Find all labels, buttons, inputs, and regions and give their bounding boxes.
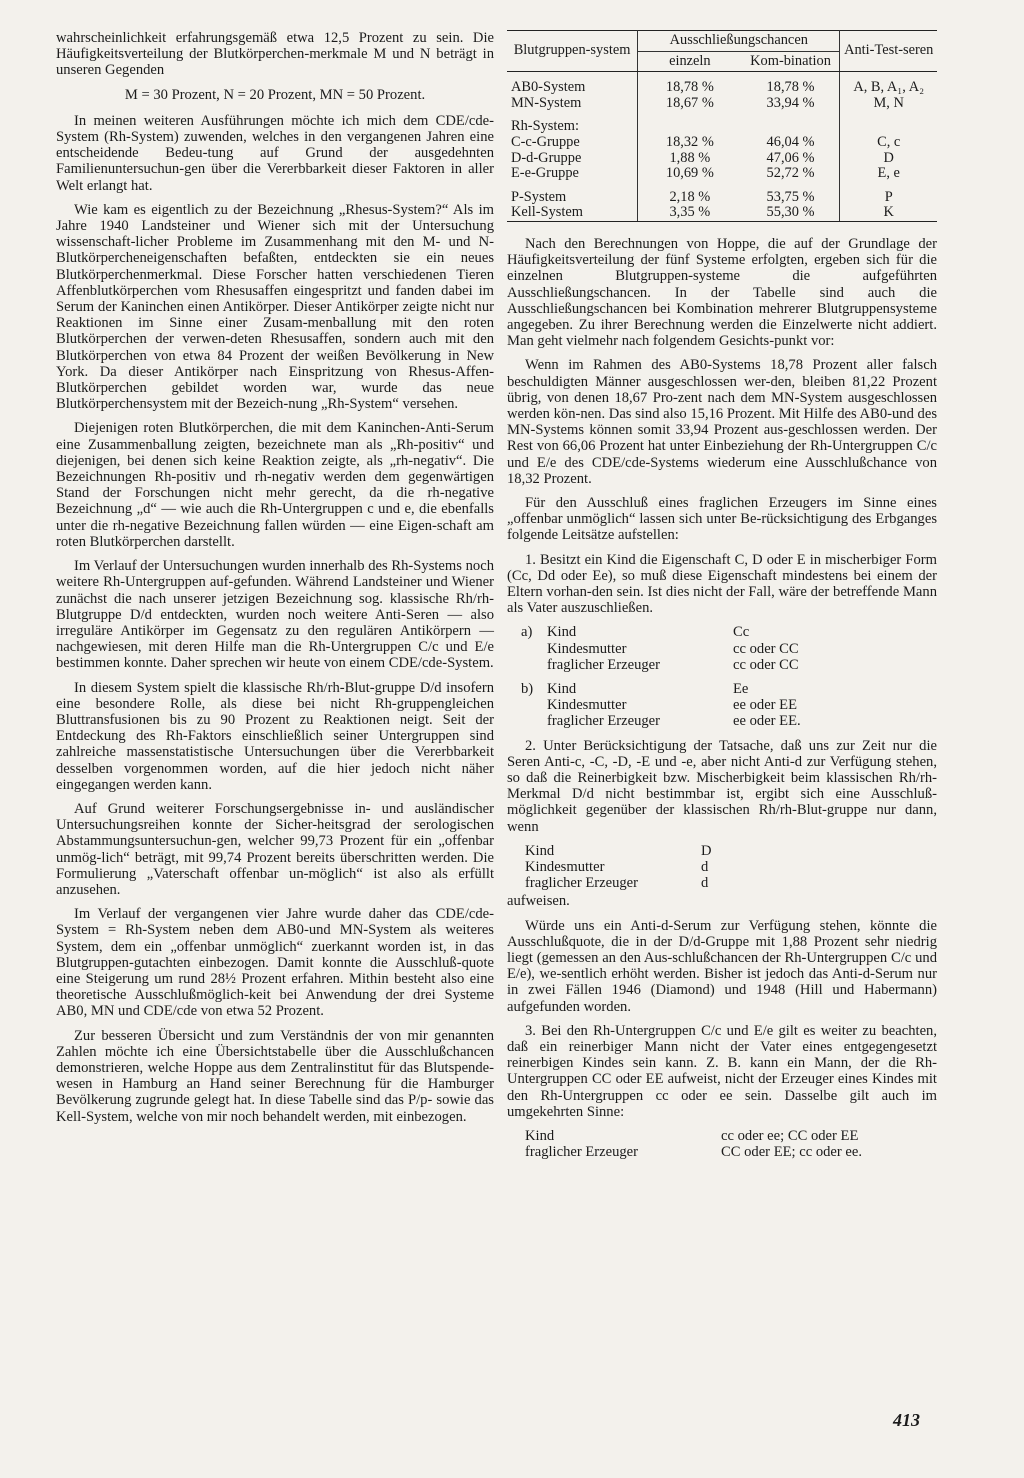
list-item xyxy=(525,1128,862,1144)
example-list-d xyxy=(525,1128,862,1160)
row-name: Rh-System: xyxy=(507,119,638,135)
row-single: 18,32 % xyxy=(665,133,714,150)
paragraph: 2. Unter Berücksichtigung der Tatsache, daß uns zur Zeit nur die Seren Anti-c, -C, -D, -E und -e, aber nicht Anti-d zur Verfügung stehen, so daß die Reinerbigkeit bzw. Mischerbigkeit beim klassischen Rh/rh-Merkmal D/d nicht bestimmbar ist, ergibt sich eine Ausschluß-möglichkeit gegenüber der klassischen Rh/rh-Blut-gruppe nur dann, wenn xyxy=(507,737,937,835)
list-marker xyxy=(521,713,547,729)
right-column xyxy=(507,30,937,1167)
list-marker xyxy=(521,697,547,713)
table-row xyxy=(507,166,937,182)
list-key: Kindesmutter xyxy=(547,697,627,714)
row-name: P-System xyxy=(507,190,638,206)
paragraph: Diejenigen roten Blutkörperchen, die mit dem Kaninchen-Anti-Serum eine Zusammenballung zeigten, bezeichnete man als „Rh-positiv“ und diejenigen, bei denen sich keine Reaktion zeigte, als „rh-negativ“. Die Bezeichnungen Rh-positiv und rh-negativ werden dem gegenwärtigen Stand der Forschungen nicht mehr gerecht, da die rh-negative Bezeichnung „d“ — wie auch die Rh-Untergruppen c und e, die ebenfalls unter die rh-negative Bezeichnung fallen würden — eine Eigen-schaft am roten Blutkörperchen darstellt. xyxy=(56,420,494,550)
example-list-b xyxy=(521,681,801,730)
header-combination: Kom-bination xyxy=(742,51,840,72)
row-name: D-d-Gruppe xyxy=(507,151,638,167)
paragraph: Im Verlauf der vergangenen vier Jahre wurde daher das CDE/cde-System = Rh-System neben dem AB0-und MN-System als weiteres System, dem ein „offenbar unmöglich“ zuerkannt worden ist, in das Blutgruppen-gutachten einbezogen. Damit konnte die Ausschluß-quote eine Steigerung um rund 28½ Prozent erfahren. Mithin besteht also eine theoretische Ausschlußmöglich-keit bei Anwendung der drei Systeme AB0, MN und CDE/cde von etwa 52 Prozent. xyxy=(56,906,494,1020)
list-key: Kind xyxy=(525,842,555,859)
row-anti: E, e xyxy=(877,165,900,182)
row-combination xyxy=(742,119,840,135)
row-single: 10,69 % xyxy=(665,165,714,182)
paragraph: In meinen weiteren Ausführungen möchte ich mich dem CDE/cde-System (Rh-System) zuwenden, welches in den vergangenen Jahren eine entscheidende Bedeu-tung auf Grund der ausgedehnten Familienuntersuchun-gen über die Vererbbarkeit dieser Faktoren in aller Welt erlangt hat. xyxy=(56,112,494,194)
table-row xyxy=(507,135,937,151)
list-item xyxy=(521,697,801,713)
paragraph: Auf Grund weiterer Forschungsergebnisse in- und ausländischer Untersuchungsreihen konnte der Sicher-heitsgrad der serologischen Abstammungsuntersuchun-gen, welcher 99,73 Prozent für ein „offenbar unmög-lich“ beträgt, mit 99,74 Prozent bereits überschritten werden. Die Formulierung „Vaterschaft offenbar un-möglich“ ist also als erfüllt anzusehen. xyxy=(56,800,494,898)
paragraph: Für den Ausschluß eines fraglichen Erzeugers im Sinne eines „offenbar unmöglich“ lassen sich unter Be-rücksichtigung des Erbganges folgende Leitsätze aufstellen: xyxy=(507,494,937,544)
row-anti: A, B, A₁, A₂ xyxy=(853,79,925,96)
table-row xyxy=(507,151,937,167)
list-marker xyxy=(521,657,547,673)
list-item xyxy=(525,859,712,875)
paragraph: Würde uns ein Anti-d-Serum zur Verfügung stehen, könnte die Ausschlußquote, die in der D/d-Gruppe mit 1,88 Prozent sehr niedrig liegt (gemessen an den Aus-schlußchancen der Rh-Untergruppen C/c und E/e), we-sentlich erhöht werden. Bisher ist jedoch das Anti-d-Serum nur in zwei Fällen 1946 (Diamond) und 1948 (Hill und Habermann) aufgefunden worden. xyxy=(507,917,937,1015)
row-combination: 46,04 % xyxy=(742,135,840,151)
list-marker: a) xyxy=(521,624,533,641)
list-value: Cc xyxy=(733,624,750,641)
paragraph: Nach den Berechnungen von Hoppe, die auf der Grundlage der Häufigkeitsverteilung der fünf Systeme erfolgten, ergeben sich für die einzelnen Blutgruppen-systeme die aufgeführten Ausschließungschancen. In der Tabelle sind auch die Ausschließungschancen bei Kombination mehrerer Blutgruppensysteme angegeben. Zu ihrer Berechnung werden die Einzelwerte nicht addiert. Man geht vielmehr nach folgendem Gesichts-punkt vor: xyxy=(507,235,937,350)
row-name: E-e-Gruppe xyxy=(507,166,638,182)
row-single: 18,67 % xyxy=(665,94,714,111)
exclusion-table xyxy=(507,30,937,222)
paragraph: Wie kam es eigentlich zu der Bezeichnung „Rhesus-System?“ Als im Jahre 1940 Landsteiner und Wiener sich mit der Untersuchung wissenschaft-licher Probleme im Zusammenhang mit den M- und N-Blutkörpercheneigenschaften befaßten, entdeckten sie ein neues Blutkörperchenmerkmal. Diese Forscher hatten verschiedenen Tieren Affenblutkörperchen vom Rhesusaffen eingespritzt und fanden dabei im Serum der Kaninchen einen Antikörper. Dieser Antikörper zeigte nicht nur Reaktionen im Sinne einer Zusam-menballung mit den roten Blutkörperchen der verwen-deten Rhesusaffen, sondern auch mit den Blutkörperchen von etwa 84 Prozent der weißen Bevölkerung in New York. Da dieser Antikörper nach Einspritzung von Rhesus-Affen-Blutkörperchen gebildet worden war, wurde das neue Blutkörperchensystem mit der Bezeich-nung „Rh-System“ versehen. xyxy=(56,201,494,413)
table-row xyxy=(507,96,937,112)
row-anti: D xyxy=(883,149,894,166)
row-single xyxy=(638,119,742,135)
header-system: Blutgruppen-system xyxy=(507,31,638,72)
paragraph: Zur besseren Übersicht und zum Verständnis der von mir genannten Zahlen möchte ich eine Übersichtstabelle über die Ausschlußchancen demonstrieren, welche Hoppe aus dem Zentralinstitut für das Blutspende-wesen in Hamburg an Hand seiner Berechnung für die Hamburger Bevölkerung zugrunde gelegt hat. In diese Tabelle sind das P/p- sowie das Kell-System, welche von mir noch behandelt werden, mit einbezogen. xyxy=(56,1027,494,1125)
formula: M = 30 Prozent, N = 20 Prozent, MN = 50 Prozent. xyxy=(124,86,426,103)
row-single: 2,18 % xyxy=(669,188,711,205)
list-key: Kind xyxy=(547,681,577,698)
list-key: Kind xyxy=(547,624,577,641)
list-value: ee oder EE xyxy=(733,697,798,714)
header-chances: Ausschließungschancen xyxy=(638,31,840,52)
list-value: D xyxy=(701,842,712,859)
list-item xyxy=(521,713,801,729)
row-name: Kell-System xyxy=(507,205,638,221)
list-value: Ee xyxy=(733,681,749,698)
header-anti: Anti-Test-seren xyxy=(840,31,937,72)
list-item xyxy=(521,624,799,640)
list-item xyxy=(521,681,801,697)
list-item xyxy=(521,657,799,673)
row-combination: 33,94 % xyxy=(742,96,840,112)
row-combination: 55,30 % xyxy=(742,205,840,221)
row-combination: 53,75 % xyxy=(742,190,840,206)
row-anti: P xyxy=(884,188,893,205)
row-combination: 52,72 % xyxy=(742,166,840,182)
paragraph: In diesem System spielt die klassische Rh/rh-Blut-gruppe D/d insofern eine besondere Rolle, als diese bei nicht Rh-gruppengleichen Bluttransfusionen bis zu 90 Prozent zu Reaktionen neigt. Seit der Entdeckung des Rh-Faktors einschließlich seiner Untergruppen sind zahlreiche massenstatistische Untersuchungen über die Vererbbarkeit desselben vorgenommen worden, auf die hier jedoch nicht näher eingegangen werden kann. xyxy=(56,679,494,793)
table-row xyxy=(507,119,937,135)
left-column xyxy=(56,30,494,1133)
paragraph: Wenn im Rahmen des AB0-Systems 18,78 Prozent aller falsch beschuldigten Männer ausgeschlossen wer-den, bleiben 81,22 Prozent übrig, von denen 18,67 Pro-zent nach dem MN-System ausgeschlossen werden kön-nen. Das sind also 15,16 Prozent. Mit Hilfe des AB0-und des MN-Systems können somit 33,94 Prozent aus-geschlossen werden. Der Rest von 66,06 Prozent hat unter Einbeziehung der Rh-Untergruppen C/c und E/e des CDE/cde-Systems wiederum eine Ausschlußchance von 18,32 Prozent. xyxy=(507,357,937,487)
list-key: fraglicher Erzeuger xyxy=(525,875,639,892)
list-value: ee oder EE. xyxy=(733,713,801,730)
list-key: Kindesmutter xyxy=(547,640,627,657)
list-item xyxy=(525,1144,862,1160)
list-item xyxy=(521,641,799,657)
row-anti: K xyxy=(840,205,937,221)
row-anti: M, N xyxy=(873,94,904,111)
list-value: d xyxy=(701,875,709,892)
table-row xyxy=(507,80,937,96)
page-number: 413 xyxy=(893,1410,920,1430)
row-combination: 18,78 % xyxy=(742,80,840,96)
paragraph: wahrscheinlichkeit erfahrungsgemäß etwa 12,5 Prozent zu sein. Die Häufigkeitsverteilung der Blutkörperchen-merkmale M und N beträgt in unseren Gegenden xyxy=(56,30,494,79)
header-single: einzeln xyxy=(638,51,742,72)
row-name: C-c-Gruppe xyxy=(507,135,638,151)
list-marker: b) xyxy=(521,681,534,698)
list-item xyxy=(525,843,712,859)
list-value: d xyxy=(701,859,709,876)
list-key: Kind xyxy=(525,1128,555,1145)
list-value: cc oder ee; CC oder EE xyxy=(721,1128,859,1145)
row-combination: 47,06 % xyxy=(742,151,840,167)
list-marker xyxy=(521,641,547,657)
row-anti xyxy=(840,119,937,135)
example-list-a xyxy=(521,624,799,673)
list-key: Kindesmutter xyxy=(525,859,605,876)
row-single: 3,35 % xyxy=(638,205,742,221)
list-key: fraglicher Erzeuger xyxy=(525,1144,639,1161)
list-item xyxy=(525,875,712,891)
list-value: cc oder CC xyxy=(733,640,799,657)
table-row xyxy=(507,190,937,206)
list-key: fraglicher Erzeuger xyxy=(547,656,661,673)
paragraph: 1. Besitzt ein Kind die Eigenschaft C, D oder E in mischerbiger Form (Cc, Dd oder Ee), so muß diese Eigenschaft mindestens bei einem der Eltern vorhan-den sein. Ist dies nicht der Fall, wäre der betreffende Mann als Vater auszuschließen. xyxy=(507,551,937,617)
table-row xyxy=(507,205,937,221)
row-name: MN-System xyxy=(507,96,638,112)
list-value: cc oder CC xyxy=(733,656,799,673)
row-single: 18,78 % xyxy=(665,79,714,96)
paragraph: 3. Bei den Rh-Untergruppen C/c und E/e gilt es weiter zu beachten, daß ein reinerbiger Mann nicht der Vater eines entgegengesetzt reinerbigen Kindes sein kann. Z. B. kann ein Mann, der die Rh-Untergruppen CC oder EE aufweist, nicht der Erzeuger eines Kindes mit den Rh-Untergruppen cc oder ee sein. Dasselbe gilt auch im umgekehrten Sinne: xyxy=(507,1022,937,1120)
row-anti: C, c xyxy=(877,133,901,150)
example-list-c xyxy=(525,843,712,892)
list-key: fraglicher Erzeuger xyxy=(547,713,661,730)
row-single: 1,88 % xyxy=(669,149,711,166)
paragraph: aufweisen. xyxy=(507,893,570,910)
row-name: AB0-System xyxy=(507,80,638,96)
list-value: CC oder EE; cc oder ee. xyxy=(721,1144,863,1161)
paragraph: Im Verlauf der Untersuchungen wurden innerhalb des Rh-Systems noch weitere Rh-Untergruppen auf-gefunden. Während Landsteiner und Wiener zunächst die nach unserer jetzigen Bezeichnung sog. klassische Rh/rh-Blutgruppe D/d entdeckten, wurden noch weitere Anti-Seren — also irreguläre Antikörper im Gegensatz zu den regulären Antikörpern — nachgewiesen, mit deren Hilfe man die Rh-Untergruppen C/c und E/e bestimmen konnte. Daher sprechen wir heute von einem CDE/cde-System. xyxy=(56,558,494,672)
